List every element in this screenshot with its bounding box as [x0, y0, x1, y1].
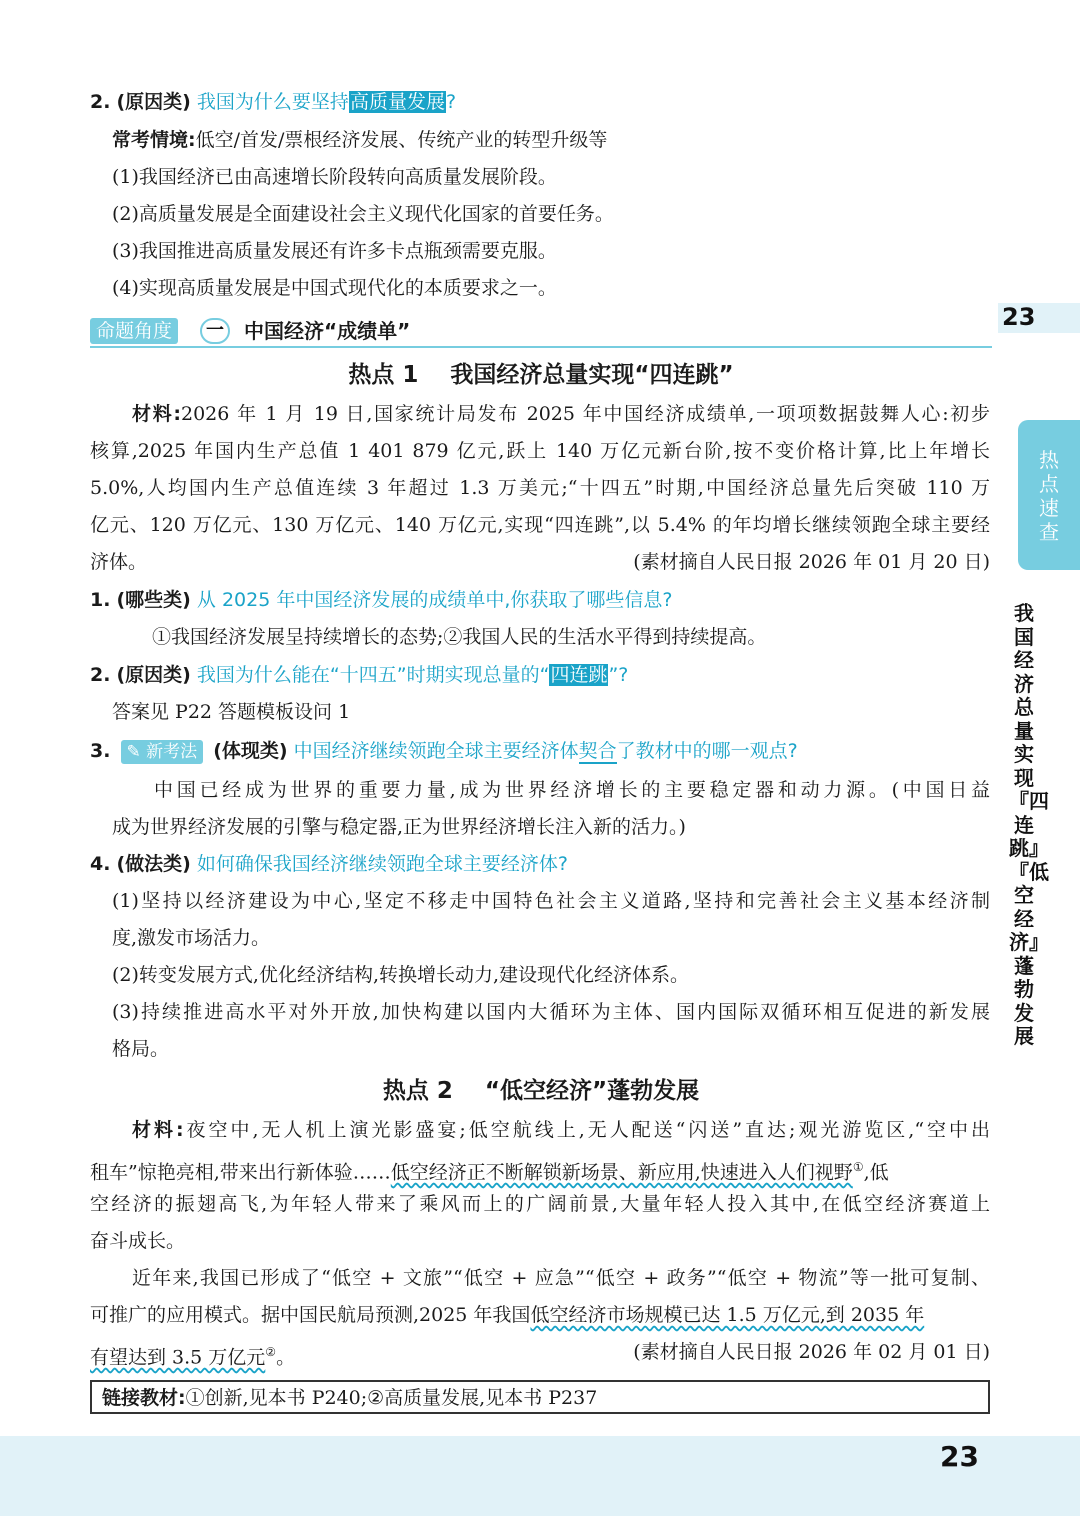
material-line: 有望达到 3.5 万亿元②。 — [90, 1345, 296, 1369]
question-4: 4. (做法类) 如何确保我国经济继续领跑全球主要经济体? — [90, 853, 569, 875]
new-method-badge: ✎ 新考法 — [121, 740, 204, 764]
answer-line: 格局。 — [112, 1038, 170, 1060]
link-textbook-box: 链接教材:①创新,见本书 P240;②高质量发展,见本书 P237 — [90, 1380, 990, 1414]
answer-line: 中国已经成为世界的重要力量,成为世界经济增长的主要稳定器和动力源。(中国日益 — [154, 779, 990, 801]
answer-line: ①我国经济发展呈持续增长的态势;②我国人民的生活水平得到持续提高。 — [152, 626, 767, 648]
question-2-top: 2. (原因类) 我国为什么要坚持高质量发展? — [90, 91, 457, 113]
answer-line: 度,激发市场活力。 — [112, 927, 271, 949]
key-sentence: 低空经济市场规模已达 1.5 万亿元,到 2035 年 — [530, 1304, 925, 1326]
question-3: 3. ✎ 新考法 (体现类) 中国经济继续领跑全球主要经济体契合了教材中的哪一观点? — [90, 740, 798, 762]
answer-item: (2)高质量发展是全面建设社会主义现代化国家的首要任务。 — [112, 203, 614, 225]
question-2: 2. (原因类) 我国为什么能在“十四五”时期实现总量的“四连跳”? — [90, 664, 629, 686]
material-line: 材料:夜空中,无人机上演光影盛宴;低空航线上,无人配送“闪送”直达;观光游览区,“空中出 — [132, 1119, 990, 1141]
source-citation: (素材摘自人民日报 2026 年 01 月 20 日) — [633, 551, 990, 573]
hotspot-2-title: 热点 2 “低空经济”蓬勃发展 — [382, 1078, 700, 1104]
scene-line: 常考情境:低空/首发/票根经济发展、传统产业的转型升级等 — [112, 129, 608, 151]
material-line: 奋斗成长。 — [90, 1230, 186, 1252]
answer-item: (4)实现高质量发展是中国式现代化的本质要求之一。 — [112, 277, 557, 299]
answer-item: (3)我国推进高质量发展还有许多卡点瓶颈需要克服。 — [112, 240, 557, 262]
material-line: 核算,2025 年国内生产总值 1 401 879 亿元,跃上 140 万亿元新台阶,按不变价格计算,比上年增长 — [90, 440, 990, 462]
angle-title: 中国经济“成绩单” — [244, 319, 411, 343]
footer-band — [0, 1436, 1080, 1516]
answer-line: (2)转变发展方式,优化经济结构,转换增长动力,建设现代化经济体系。 — [112, 964, 690, 986]
material-line: 材料:2026 年 1 月 19 日,国家统计局发布 2025 年中国经济成绩单,一项项数据鼓舞人心:初步 — [132, 403, 990, 425]
answer-line: 答案见 P22 答题模板设问 1 — [112, 701, 351, 723]
key-sentence: 有望达到 3.5 万亿元 — [90, 1346, 266, 1369]
material-line: 空经济的振翅高飞,为年轻人带来了乘风而上的广阔前景,大量年轻人投入其中,在低空经济赛道上 — [90, 1193, 990, 1215]
material-line: 可推广的应用模式。据中国民航局预测,2025 年我国低空经济市场规模已达 1.5 万亿元,到 2035 年 — [90, 1304, 925, 1326]
highlight-term: 四连跳 — [550, 664, 608, 686]
side-vertical-title: 我国经济总量实现『四连跳』『低空经济』蓬勃发展 — [1009, 601, 1049, 1048]
material-line: 租车”惊艳亮相,带来出行新体验……低空经济正不断解锁新场景、新应用,快速进入人们视野①,低 — [90, 1160, 889, 1184]
material-line: 亿元、120 万亿元、130 万亿元、140 万亿元,实现“四连跳”,以 5.4% 的年均增长继续领跑全球主要经 — [90, 514, 990, 536]
answer-line: (1)坚持以经济建设为中心,坚定不移走中国特色社会主义道路,坚持和完善社会主义基本经济制 — [112, 890, 990, 912]
pencil-icon: ✎ — [126, 742, 141, 762]
material-line: 近年来,我国已形成了“低空 + 文旅”“低空 + 应急”“低空 + 政务”“低空 + 物流”等一批可复制、 — [132, 1267, 990, 1289]
material-line: 5.0%,人均国内生产总值连续 3 年超过 1.3 万美元;“十四五”时期,中国经济总量先后突破 110 万 — [90, 477, 990, 499]
angle-number: 一 — [200, 318, 230, 344]
answer-item: (1)我国经济已由高速增长阶段转向高质量发展阶段。 — [112, 166, 557, 188]
question-1: 1. (哪些类) 从 2025 年中国经济发展的成绩单中,你获取了哪些信息? — [90, 589, 673, 611]
answer-line: 成为世界经济发展的引擎与稳定器,正为世界经济增长注入新的活力。) — [112, 816, 686, 838]
hotspot-1-title: 热点 1 我国经济总量实现“四连跳” — [348, 362, 734, 388]
source-citation: (素材摘自人民日报 2026 年 02 月 01 日) — [633, 1341, 990, 1363]
side-page-number: 23 — [1002, 303, 1036, 331]
footer-page-number: 23 — [940, 1440, 979, 1473]
highlight-term: 高质量发展 — [349, 91, 445, 113]
answer-line: (3)持续推进高水平对外开放,加快构建以国内大循环为主体、国内国际双循环相互促进的新发展 — [112, 1001, 990, 1023]
key-sentence: 低空经济正不断解锁新场景、新应用,快速进入人们视野 — [390, 1161, 853, 1184]
hotspot-quick-check-tab[interactable]: 热点速查 — [1018, 420, 1080, 570]
material-line: 济体。 — [90, 551, 148, 573]
angle-header — [90, 316, 992, 348]
angle-label: 命题角度 — [90, 318, 178, 344]
